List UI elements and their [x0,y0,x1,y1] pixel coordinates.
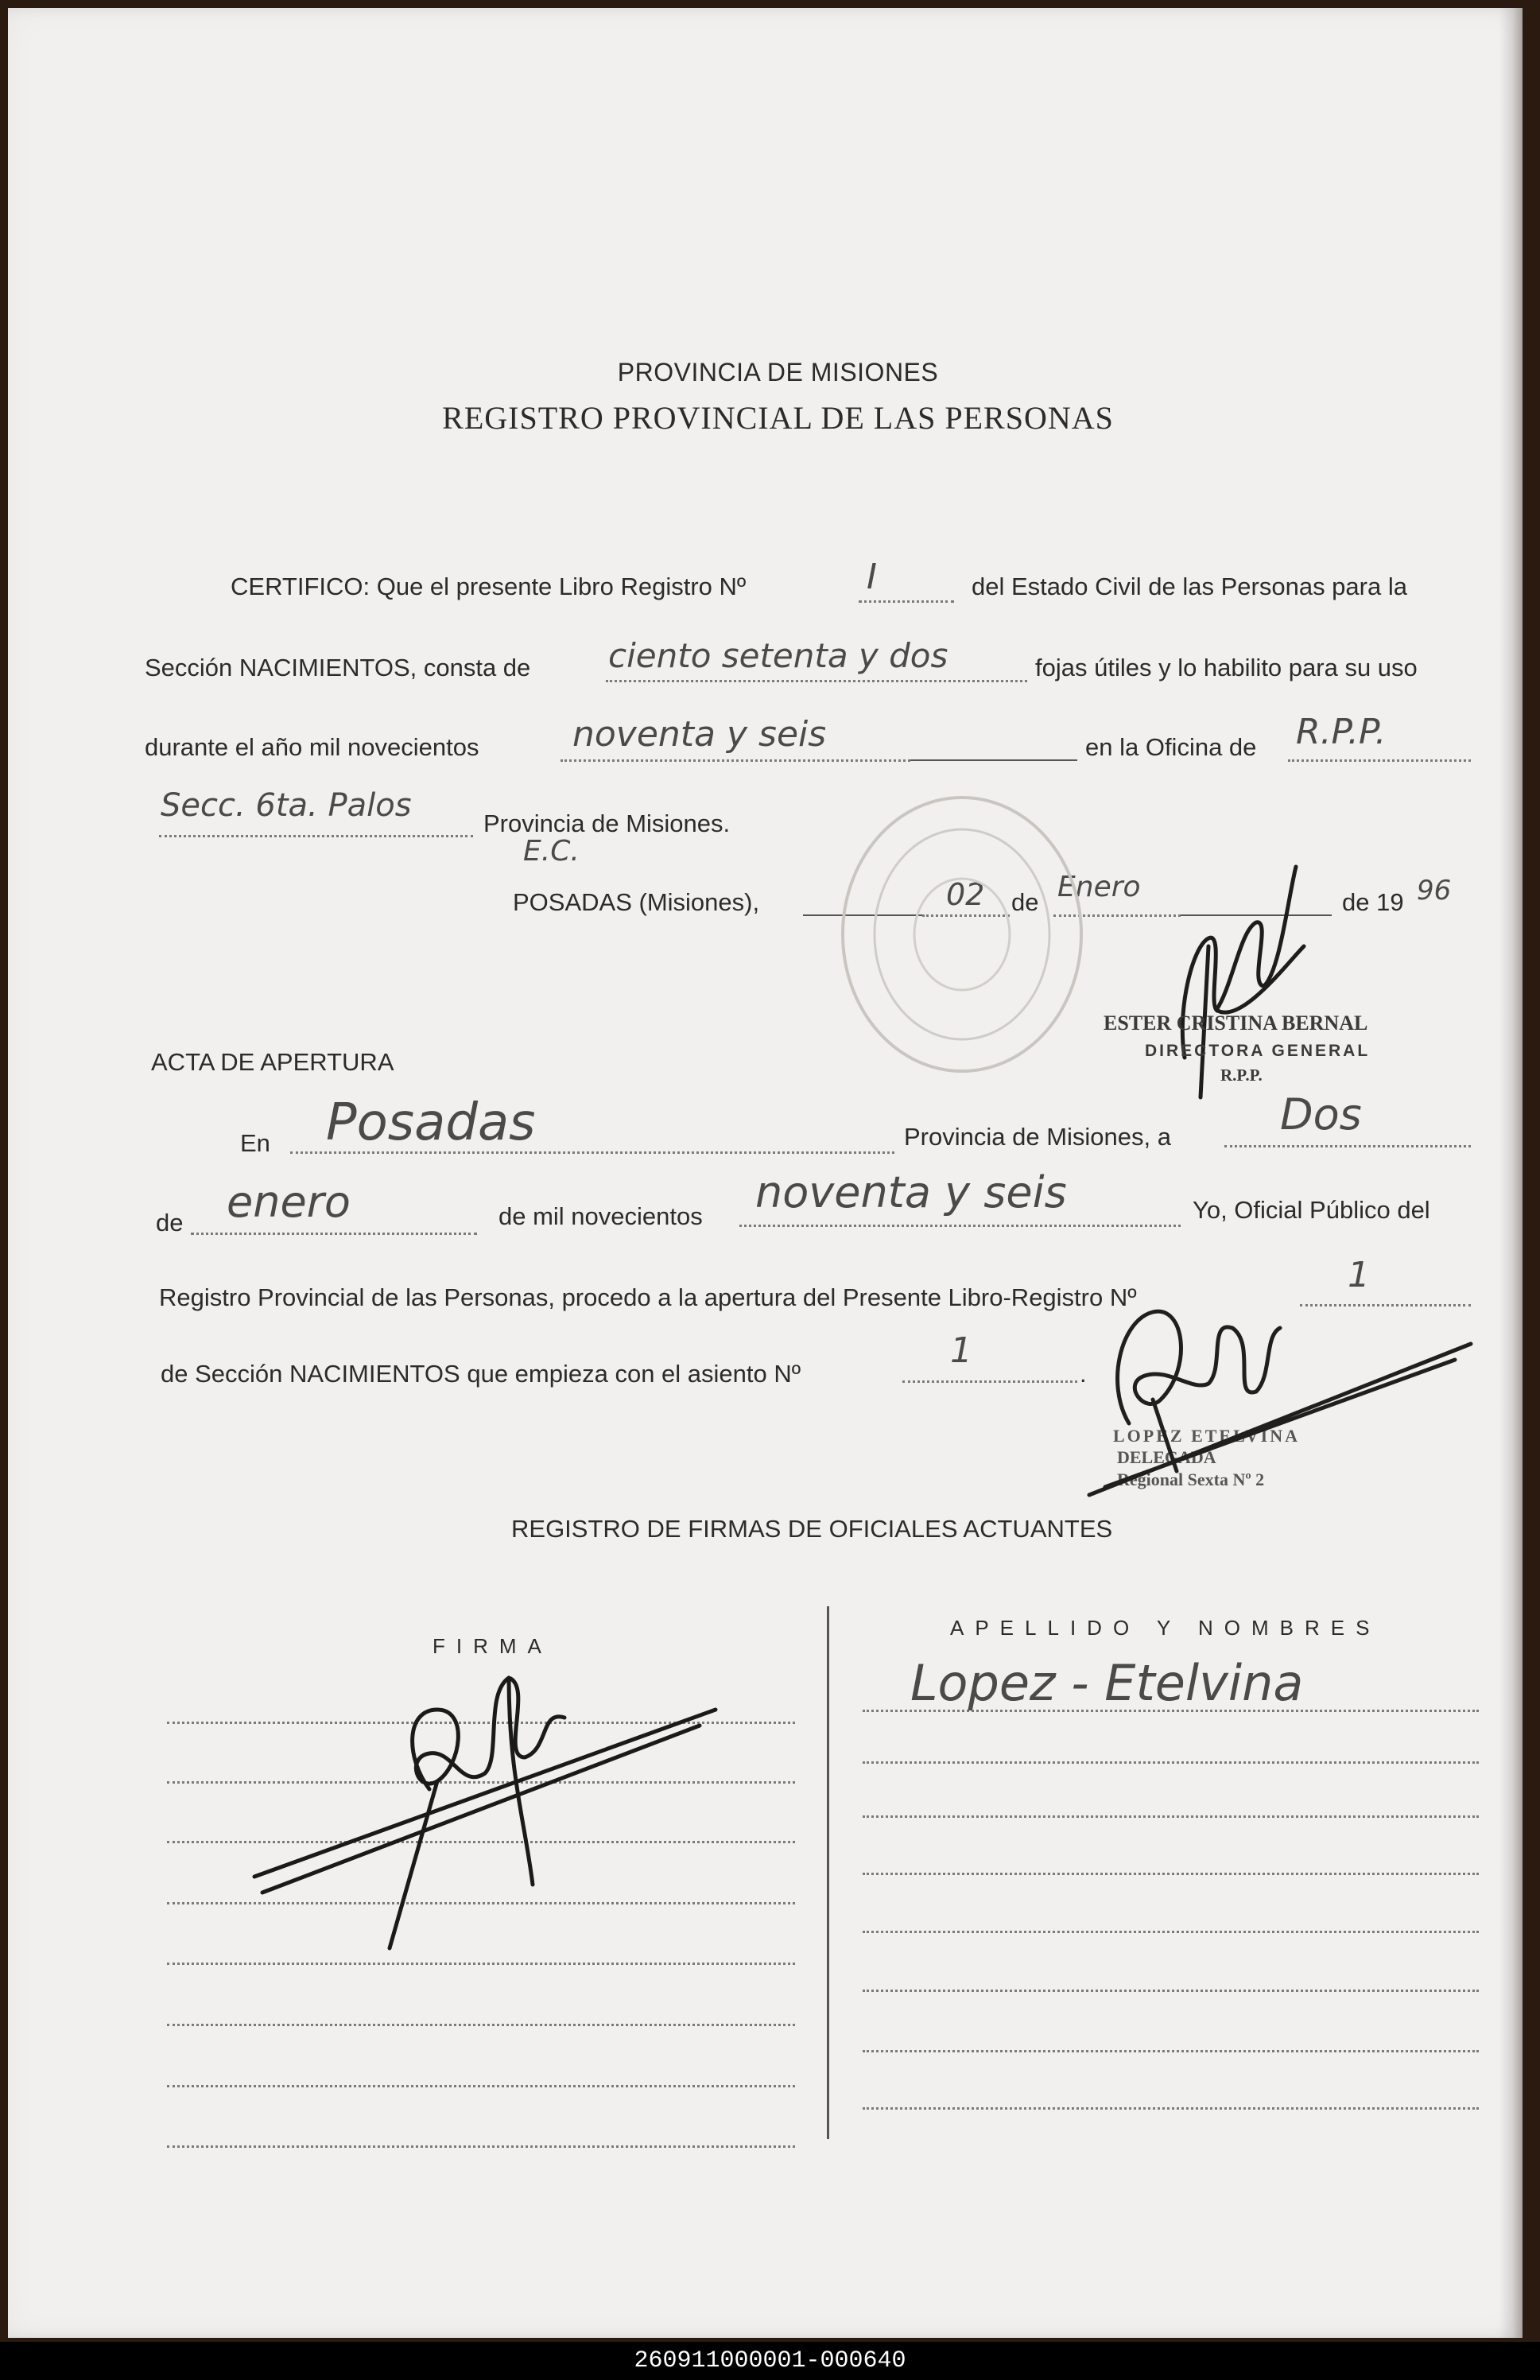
acta-l1-dots2 [1224,1145,1471,1147]
official-name-entry: Lopez - Etelvina [910,1654,1304,1712]
acta-entry-number: 1 [950,1330,972,1371]
acta-book-number: 1 [1348,1255,1370,1295]
cert-book-number: I [867,557,877,597]
acta-l2-dots2 [739,1225,1181,1227]
firma-line [167,2024,795,2026]
signatures-title: REGISTRO DE FIRMAS DE OFICIALES ACTUANTES [511,1515,1113,1543]
director-stamp-title: DIRECTORA GENERAL [1145,1042,1371,1060]
cert-line1-dots [859,600,954,603]
acta-l1-b: Provincia de Misiones, a [904,1123,1171,1151]
cert-line2-dots [606,680,1027,682]
nombres-column-header: APELLIDO Y NOMBRES [950,1616,1381,1640]
acta-l2-b: de mil novecientos [498,1202,703,1230]
official-stamp-title: DELEGADA [1117,1447,1216,1467]
cert-line3-dots [561,759,910,762]
province-heading: PROVINCIA DE MISIONES [617,358,939,386]
nombres-line [863,1761,1479,1764]
cert-year-prefix: de 19 [1342,888,1404,916]
acta-l2-c: Yo, Oficial Público del [1193,1196,1430,1224]
cert-line4-b: Provincia de Misiones. [483,810,731,837]
cert-folio-count: ciento setenta y dos [608,636,948,675]
acta-l2-a: de [156,1209,184,1237]
cert-line3-a: durante el año mil novecientos [145,733,479,761]
cert-year-words: noventa y seis [572,714,827,755]
firma-line [167,2145,795,2148]
acta-l3: Registro Provincial de las Personas, procedo a la apertura del Presente Libro-Registro Nº [159,1283,1137,1311]
cert-line2-b: fojas útiles y lo habilito para su uso [1035,654,1418,681]
image-id-footer: 260911000001-000640 [0,2342,1540,2380]
cert-section-suffix: E.C. [523,835,580,868]
official-signature-top [1073,1288,1487,1527]
nombres-line [863,1990,1479,1992]
nombres-line [863,1815,1479,1818]
document-page [8,8,1523,2338]
cert-line4-dots [159,835,473,837]
firma-line [167,2085,795,2087]
cert-de: de [1011,888,1039,916]
cert-year: 96 [1417,875,1452,907]
cert-section-name: Secc. 6ta. Palos [161,787,412,824]
firma-column-header: FIRMA [433,1634,553,1658]
official-signature-registry [246,1662,739,1964]
cert-office-name: R.P.P. [1296,712,1387,752]
cert-month: Enero [1057,871,1141,903]
cert-line2-a: Sección NACIMIENTOS, consta de [145,654,531,681]
cert-line3-b: en la Oficina de [1085,733,1257,761]
nombres-line [863,2050,1479,2052]
acta-l1-a: En [240,1129,270,1157]
cert-office-dots [1288,759,1471,762]
cert-line3-solid [910,759,1077,761]
official-stamp-office: Regional Sexta Nº 2 [1117,1470,1265,1489]
round-seal [827,783,1097,1085]
nombres-line [863,2107,1479,2110]
cert-line1-b: del Estado Civil de las Personas para la [972,573,1407,600]
nombres-line [863,1873,1479,1875]
acta-day-words: Dos [1280,1089,1362,1140]
cert-place-date: POSADAS (Misiones), [513,888,760,916]
acta-l4-b: . [1080,1360,1087,1388]
director-stamp-org: R.P.P. [1220,1066,1263,1085]
director-stamp-name: ESTER CRISTINA BERNAL [1104,1011,1368,1035]
acta-year-words: noventa y seis [755,1167,1067,1217]
official-stamp-name: LOPEZ ETELVINA [1113,1426,1300,1446]
acta-title: ACTA DE APERTURA [151,1048,394,1076]
acta-l2-dots [191,1233,477,1235]
acta-city: Posadas [326,1093,536,1152]
column-divider [827,1606,829,2139]
acta-l4-a: de Sección NACIMIENTOS que empieza con el asiento Nº [161,1360,801,1388]
registry-heading: REGISTRO PROVINCIAL DE LAS PERSONAS [442,400,1114,436]
acta-month: enero [227,1177,351,1227]
acta-l4-dots [902,1380,1077,1383]
cert-line1-a: CERTIFICO: Que el presente Libro Registro Nº [231,573,747,600]
cert-day: 02 [946,877,985,912]
nombres-line [863,1931,1479,1933]
